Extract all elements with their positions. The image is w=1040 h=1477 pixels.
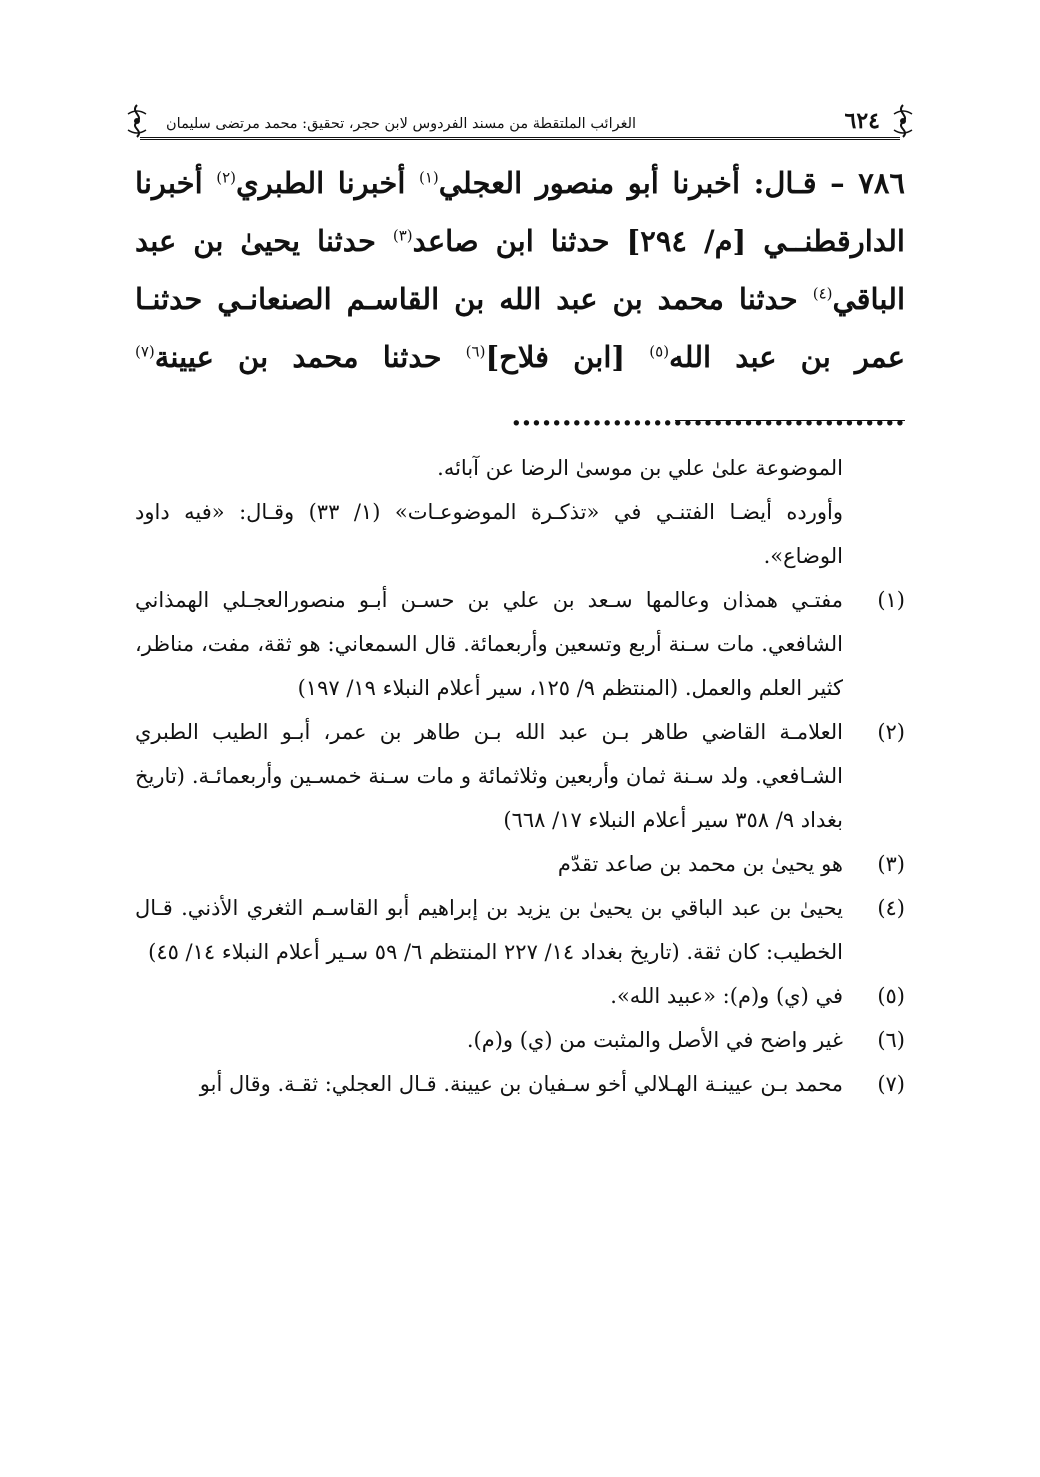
hadith-prefix: ٧٨٦ – قـال: أخبرنا أبو منصور العجلي — [438, 166, 905, 200]
footnote-text: مفتـي همذان وعالمها سـعد بن علي بن حسـن أبـو منصورالعجـلي الهمذاني الشافعي. مات سـنة أربع وتسعين وأربعمائة. قال السمعاني: هو ثقة، مفت، مناظر، كثير العلم والعمل. (المنتظم ٩/ ١٢٥، سير أعلام النبلاء ١٩/ ١٩٧) — [135, 588, 843, 700]
footnote-item — [135, 1018, 905, 1062]
footnote-text: في (ي) و(م): «عبيد الله». — [610, 984, 843, 1008]
footnote-item — [135, 1062, 905, 1106]
footnote-separator — [675, 420, 905, 421]
hadith-segment: أخبرنا الدارقطنــي [م/ ٢٩٤] حدثنا ابن صاعد — [135, 166, 905, 258]
footnote-number: (٣) — [877, 852, 905, 876]
footnote-item — [135, 886, 905, 974]
footnote-text: محمد بـن عيينـة الهـلالي أخو سـفيان بن عيينة. قـال العجلي: ثقـة. وقال أبو — [199, 1072, 843, 1096]
footnote-ref: (٤) — [812, 284, 833, 303]
footnote-number: (٦) — [877, 1028, 905, 1052]
footnote-number: (٢) — [877, 720, 905, 744]
header-rule — [140, 137, 900, 140]
footnote-number: (٥) — [877, 984, 905, 1008]
footnote-item — [135, 974, 905, 1018]
footnote-ref: (٧) — [135, 342, 155, 361]
dotted-leader: ....................................... — [511, 398, 905, 432]
footnote-number: (٤) — [877, 896, 905, 920]
hadith-text — [135, 154, 905, 444]
hadith-segment: حدثنا محمد بن عيينة — [154, 340, 466, 374]
hadith-segment: حدثنا يحيىٰ بن عبد الباقي — [135, 224, 905, 316]
footnote-text: العلامـة القاضي طاهر بـن عبد الله بـن طاهر بن عمر، أبـو الطيب الطبري الشـافعي. ولد سـنة ثمان وأربعين وثلاثمائة و مات سـنة خمسـين وأربعمائـة. (تاريخ بغداد ٩/ ٣٥٨ سير أعلام النبلاء ١٧/ ٦٦٨) — [135, 720, 843, 832]
footnote-ref: (١) — [418, 168, 439, 187]
footnote-continuation: وأورده أيضـا الفتنـي في «تذكـرة الموضوعـات» (١/ ٣٣) وقـال: «فيه داود الوضاع». — [135, 500, 843, 568]
ornament-icon — [890, 104, 916, 138]
footnote-item — [135, 578, 905, 710]
footnote-item — [135, 710, 905, 842]
footnote-text: غير واضح في الأصل والمثبت من (ي) و(م). — [466, 1028, 843, 1052]
footnote-number: (١) — [877, 588, 905, 612]
footnotes — [135, 446, 905, 1106]
page-number: ٦٢٤ — [844, 108, 880, 134]
hadith-segment: أخبرنا الطبري — [236, 166, 419, 200]
footnote-text: هو يحيىٰ بن محمد بن صاعد تقدّم — [557, 852, 843, 876]
ornament-icon — [124, 104, 150, 138]
footnote-text: يحيىٰ بن عبد الباقي بن يحيىٰ بن يزيد بن إبراهيم أبو القاسـم الثغري الأذني. قـال الخطيب: كان ثقة. (تاريخ بغداد ١٤/ ٢٢٧ المنتظم ٦/ ٥٩ سـير أعلام النبلاء ١٤/ ٤٥) — [135, 896, 843, 964]
footnote-number: (٧) — [877, 1072, 905, 1096]
page-header — [130, 96, 910, 140]
running-title: الغرائب الملتقطة من مسند الفردوس لابن حجر، تحقيق: محمد مرتضى سليمان — [166, 116, 637, 132]
footnote-continuation: الموضوعة علىٰ علي بن موسىٰ الرضا عن آبائه. — [437, 456, 843, 480]
footnote-item — [135, 842, 905, 886]
footnote-ref: (٥) — [649, 342, 670, 361]
footnote-ref: (٦) — [465, 342, 486, 361]
footnote-ref: (٢) — [216, 168, 237, 187]
hadith-paragraph — [135, 154, 905, 444]
hadith-segment: [ابن فلاح] — [485, 340, 650, 374]
footnote-ref: (٣) — [392, 226, 413, 245]
hadith-segment: حدثنا محمد بن عبد الله بن القاسـم الصنعانـي حدثنـا عمر بن عبد الله — [135, 282, 906, 374]
